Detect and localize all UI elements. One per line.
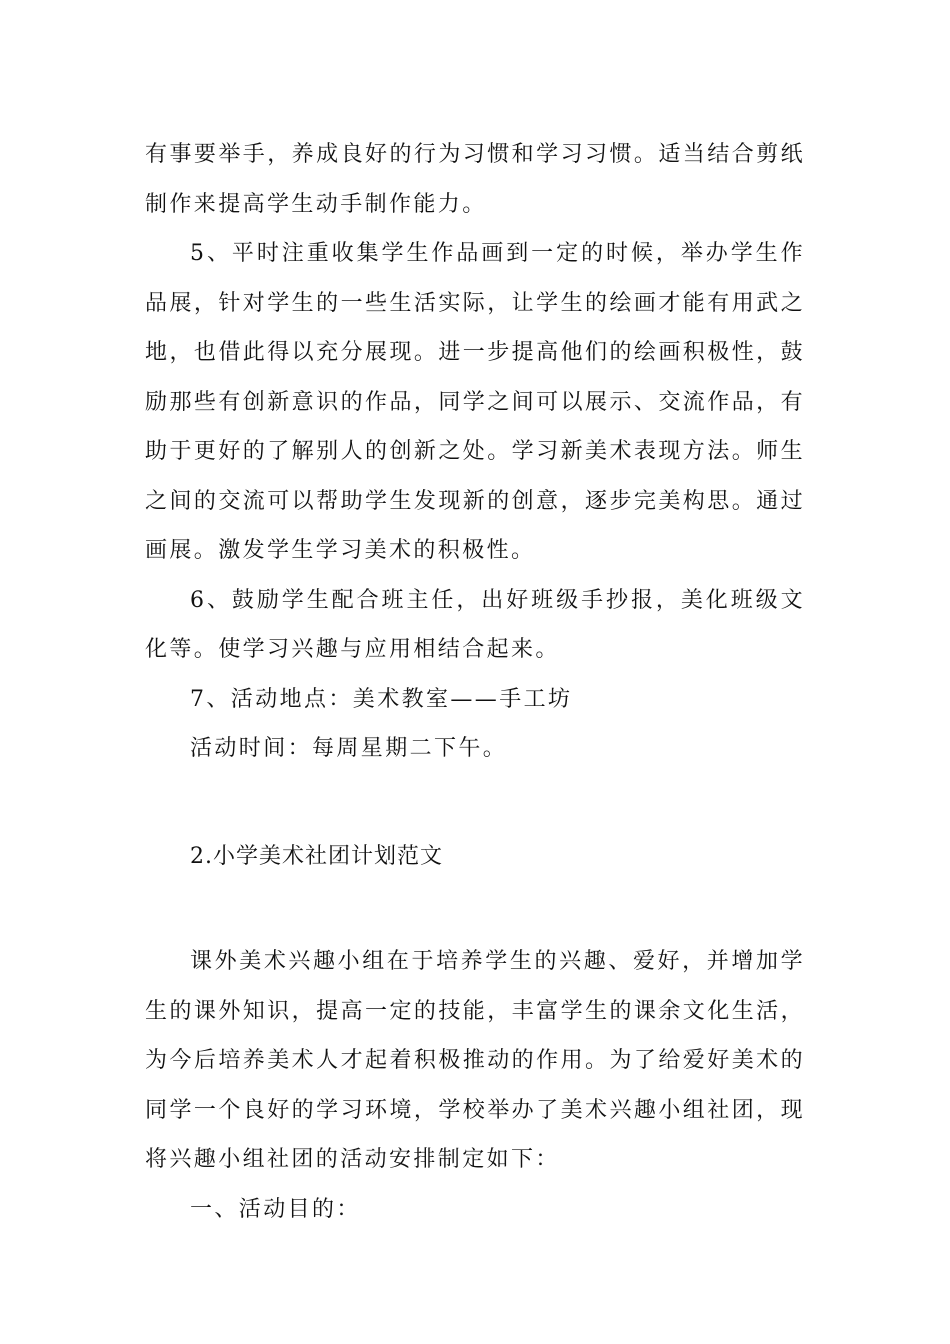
paragraph-continuation: 有事要举手，养成良好的行为习惯和学习习惯。适当结合剪纸制作来提高学生动手制作能力。 [145, 142, 805, 217]
heading-activity-purpose: 一、活动目的： [190, 1196, 361, 1222]
paragraph-activity-time: 活动时间：每周星期二下午。 [190, 736, 508, 761]
paragraph-item-5: 5、平时注重收集学生作品画到一定的时候，举办学生作品展，针对学生的一些生活实际，让学生的绘画才能有用武之地，也借此得以充分展现。进一步提高他们的绘画积极性，鼓励那些有创新意识的作品，同学之间可以展示、交流作品，有助于更好的了解别人的创新之处。学习新美术表现方法。师生之间的交流可以帮助学生发现新的创意，逐步完美构思。通过画展。激发学生学习美术的积极性。 [145, 241, 805, 563]
paragraph-item-6: 6、鼓励学生配合班主任，出好班级手抄报，美化班级文化等。使学习兴趣与应用相结合起来。 [145, 587, 805, 662]
section-title: 2.小学美术社团计划范文 [190, 843, 443, 869]
paragraph-intro: 课外美术兴趣小组在于培养学生的兴趣、爱好，并增加学生的课外知识，提高一定的技能，丰富学生的课余文化生活，为今后培养美术人才起着积极推动的作用。为了给爱好美术的同学一个良好的学习环境，学校举办了美术兴趣小组社团，现将兴趣小组社团的活动安排制定如下： [145, 949, 805, 1172]
paragraph-item-7-location: 7、活动地点：美术教室——手工坊 [190, 686, 573, 712]
